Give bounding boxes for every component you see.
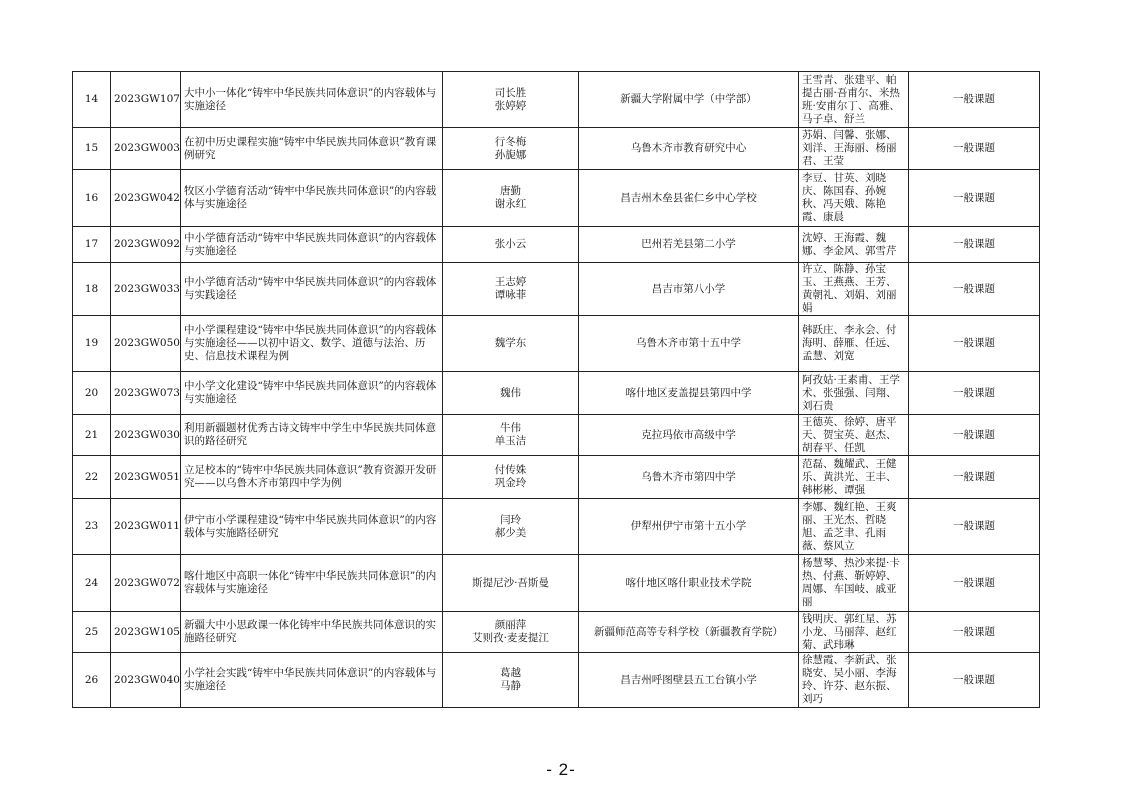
table-row (73, 372, 1040, 415)
host-name: 颜丽萍 (494, 619, 527, 631)
unit-cell: 克拉玛依市高级中学 (579, 415, 799, 456)
table-row (73, 263, 1040, 316)
unit-cell: 新疆师范高等专科学校（新疆教育学院） (579, 612, 799, 653)
table-row (73, 456, 1040, 499)
host-name: 魏学东 (494, 337, 527, 349)
row-number-cell: 21 (73, 415, 111, 456)
page-number: - 2- (546, 760, 576, 779)
host-name: 司长胜 (494, 86, 527, 99)
host-cell (443, 456, 579, 499)
host-name: 谭咏菲 (494, 289, 527, 301)
table-row (73, 128, 1040, 170)
table-body (73, 72, 1040, 708)
project-code-cell: 2023GW073 (111, 372, 181, 415)
row-number-cell: 19 (73, 316, 111, 372)
row-number-cell: 20 (73, 372, 111, 415)
members-cell: 李豆、甘英、刘晓庆、陈国春、孙婉秋、冯天娥、陈艳霞、康晨 (799, 170, 909, 227)
row-number-cell: 23 (73, 499, 111, 555)
project-title-cell: 中小学德育活动“铸牢中华民族共同体意识”的内容载体与实施途径 (181, 227, 443, 263)
host-name: 郝少美 (494, 526, 527, 539)
project-type-cell: 一般课题 (909, 170, 1040, 227)
row-number-cell: 25 (73, 612, 111, 653)
table-row (73, 653, 1040, 708)
members-cell: 杨慧琴、热沙来提·卡热、付燕、靳婷婷、周娜、车国岐、戚亚丽 (799, 555, 909, 612)
members-cell: 苏娟、闫馨、张娜、刘洋、王海丽、杨丽君、王莹 (799, 128, 909, 170)
members-cell: 许立、陈静、孙宝玉、王燕燕、王芳、黄朝礼、刘娟、刘丽娟 (799, 263, 909, 316)
table-row (73, 555, 1040, 612)
project-type-cell: 一般课题 (909, 316, 1040, 372)
members-cell: 徐慧霞、李新武、张晓安、吴小丽、李海玲、许芬、赵东振、刘巧 (799, 653, 909, 708)
row-number-cell: 26 (73, 653, 111, 708)
host-name: 葛越 (500, 667, 521, 679)
members-cell: 钱明庆、郭红星、苏小龙、马丽萍、赵红菊、武玮琳 (799, 612, 909, 653)
project-title-cell: 大中小一体化“铸牢中华民族共同体意识”的内容载体与实施途径 (181, 72, 443, 128)
host-name: 孙旎娜 (494, 148, 527, 161)
unit-cell: 伊犁州伊宁市第十五小学 (579, 499, 799, 555)
host-cell (443, 653, 579, 708)
project-title-cell: 新疆大中小思政课一体化铸牢中华民族共同体意识的实施路径研究 (181, 612, 443, 653)
host-cell (443, 263, 579, 316)
project-type-cell: 一般课题 (909, 372, 1040, 415)
host-cell (443, 227, 579, 263)
host-cell (443, 170, 579, 227)
project-title-cell: 牧区小学德育活动“铸牢中华民族共同体意识”的内容载体与实施途径 (181, 170, 443, 227)
row-number-cell: 16 (73, 170, 111, 227)
project-code-cell: 2023GW003 (111, 128, 181, 170)
project-title-cell: 在初中历史课程实施“铸牢中华民族共同体意识”教育课例研究 (181, 128, 443, 170)
project-type-cell: 一般课题 (909, 456, 1040, 499)
host-cell (443, 128, 579, 170)
unit-cell: 乌鲁木齐市第四中学 (579, 456, 799, 499)
host-name: 巩金玲 (494, 477, 527, 489)
table-row (73, 72, 1040, 128)
project-code-cell: 2023GW050 (111, 316, 181, 372)
unit-cell: 喀什地区喀什职业技术学院 (579, 555, 799, 612)
project-code-cell: 2023GW033 (111, 263, 181, 316)
unit-cell: 昌吉市第八小学 (579, 263, 799, 316)
project-code-cell: 2023GW011 (111, 499, 181, 555)
members-cell: 王雪青、张建平、帕提古丽·吾甫尔、米热班·安甫尔丁、高雅、马子卓、舒兰 (799, 72, 909, 128)
host-name: 张小云 (494, 238, 527, 250)
unit-cell: 昌吉州木垒县雀仁乡中心学校 (579, 170, 799, 227)
unit-cell: 乌鲁木齐市教育研究中心 (579, 128, 799, 170)
host-name: 魏伟 (500, 386, 521, 399)
project-type-cell: 一般课题 (909, 72, 1040, 128)
host-name: 付传姝 (494, 464, 527, 476)
members-cell: 王德英、徐婷、唐平天、贺宝英、赵杰、胡春平、任凯 (799, 415, 909, 456)
host-name: 唐勤 (500, 185, 521, 197)
host-name: 王志婷 (494, 276, 527, 288)
project-title-cell: 小学社会实践“铸牢中华民族共同体意识”的内容载体与实施途径 (181, 653, 443, 708)
host-name: 艾则孜·麦麦提江 (472, 632, 549, 644)
host-name: 行冬梅 (494, 135, 527, 148)
unit-cell: 昌吉州呼图壁县五工台镇小学 (579, 653, 799, 708)
project-title-cell: 中小学课程建设“铸牢中华民族共同体意识”的内容载体与实施途径——以初中语文、数学、道德与法治、历史、信息技术课程为例 (181, 316, 443, 372)
row-number-cell: 17 (73, 227, 111, 263)
members-cell: 范磊、魏耀武、王健乐、黄洪光、王丰、韩彬彬、谭强 (799, 456, 909, 499)
unit-cell: 巴州若羌县第二小学 (579, 227, 799, 263)
host-name: 谢永红 (494, 198, 527, 210)
project-title-cell: 利用新疆题材优秀古诗文铸牢中学生中华民族共同体意识的路径研究 (181, 415, 443, 456)
project-type-cell: 一般课题 (909, 263, 1040, 316)
table-row (73, 170, 1040, 227)
project-table (72, 71, 1040, 708)
unit-cell: 喀什地区麦盖提县第四中学 (579, 372, 799, 415)
unit-cell: 新疆大学附属中学（中学部） (579, 72, 799, 128)
unit-cell: 乌鲁木齐市第十五中学 (579, 316, 799, 372)
table-row (73, 415, 1040, 456)
host-name: 闫玲 (500, 513, 521, 526)
host-name: 牛伟 (500, 422, 521, 434)
row-number-cell: 18 (73, 263, 111, 316)
row-number-cell: 15 (73, 128, 111, 170)
host-cell (443, 555, 579, 612)
project-code-cell: 2023GW030 (111, 415, 181, 456)
members-cell: 阿孜姑·王素甫、王学术、张强强、闫翔、刘石贵 (799, 372, 909, 415)
host-cell (443, 316, 579, 372)
row-number-cell: 14 (73, 72, 111, 128)
project-code-cell: 2023GW105 (111, 612, 181, 653)
host-name: 马静 (500, 680, 521, 692)
project-code-cell: 2023GW092 (111, 227, 181, 263)
project-title-cell: 喀什地区中高职一体化“铸牢中华民族共同体意识”的内容载体与实施途径 (181, 555, 443, 612)
host-name: 张婷婷 (494, 99, 527, 112)
project-title-cell: 中小学德育活动“铸牢中华民族共同体意识”的内容载体与实践途径 (181, 263, 443, 316)
host-cell (443, 72, 579, 128)
project-type-cell: 一般课题 (909, 555, 1040, 612)
project-code-cell: 2023GW051 (111, 456, 181, 499)
project-code-cell: 2023GW072 (111, 555, 181, 612)
project-type-cell: 一般课题 (909, 612, 1040, 653)
host-cell (443, 499, 579, 555)
table-row (73, 499, 1040, 555)
project-code-cell: 2023GW040 (111, 653, 181, 708)
members-cell: 韩跃庄、李永会、付海明、薛雁、任远、孟慧、刘宽 (799, 316, 909, 372)
project-code-cell: 2023GW107 (111, 72, 181, 128)
row-number-cell: 24 (73, 555, 111, 612)
host-name: 单玉洁 (494, 435, 527, 447)
project-code-cell: 2023GW042 (111, 170, 181, 227)
project-title-cell: 伊宁市小学课程建设“铸牢中华民族共同体意识”的内容载体与实施路径研究 (181, 499, 443, 555)
project-type-cell: 一般课题 (909, 653, 1040, 708)
row-number-cell: 22 (73, 456, 111, 499)
project-type-cell: 一般课题 (909, 227, 1040, 263)
members-cell: 李娜、魏红艳、王爽丽、王光杰、哲晓旭、孟芝聿、孔雨薇、蔡风立 (799, 499, 909, 555)
project-title-cell: 中小学文化建设“铸牢中华民族共同体意识”的内容载体与实施途径 (181, 372, 443, 415)
host-cell (443, 372, 579, 415)
project-type-cell: 一般课题 (909, 415, 1040, 456)
host-cell (443, 415, 579, 456)
project-type-cell: 一般课题 (909, 499, 1040, 555)
host-name: 斯提尼沙·吾斯曼 (472, 576, 549, 589)
host-cell (443, 612, 579, 653)
table-row (73, 612, 1040, 653)
table-row (73, 316, 1040, 372)
project-type-cell: 一般课题 (909, 128, 1040, 170)
members-cell: 沈婷、王海霞、魏娜、李金风、郭雪芹 (799, 227, 909, 263)
table-row (73, 227, 1040, 263)
project-title-cell: 立足校本的“铸牢中华民族共同体意识”教育资源开发研究——以乌鲁木齐市第四中学为例 (181, 456, 443, 499)
